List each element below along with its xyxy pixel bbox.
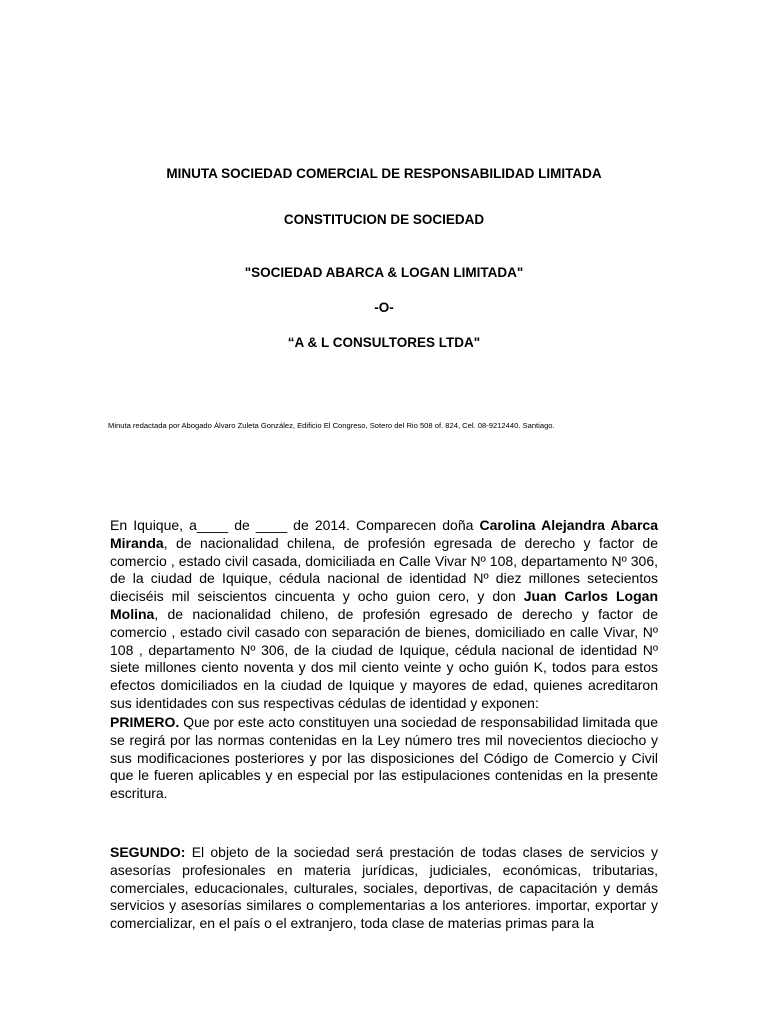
document-subtitle: CONSTITUCION DE SOCIEDAD — [283, 212, 485, 227]
clause-primero-text: Que por este acto constituyen una sociedad de responsabilidad limitada que se regirá por las normas contenidas en la Ley número tres mil novecientos dieciocho y sus modificaciones posteriores y por las disposiciones del Código de Comercio y Civil que le fueren aplicables y en especial por las estipulaciones contenidas en la presente escritura. — [110, 714, 658, 802]
intro-paragraph — [110, 517, 658, 713]
appearer-1-name: Carolina Alejandra Abarca Miranda — [110, 517, 658, 551]
name-separator: -O- — [374, 300, 394, 315]
clause-segundo — [110, 844, 658, 933]
intro-text-1: En Iquique, a____ de ____ de 2014. Comparecen doña — [110, 517, 480, 533]
clause-segundo-label: SEGUNDO: — [110, 844, 186, 860]
clause-segundo-text: El objeto de la sociedad será prestación de todas clases de servicios y asesorías profesionales en materia jurídicas, judiciales, económicas, tributarias, comerciales, educacionales, culturales, sociales, deportivas, de capacitación y demás servicios y asesorías similares o complementarias a los anteriores. importar, exportar y comercializar, en el país o el extranjero, toda clase de materias primas para la — [110, 844, 658, 932]
company-alt-name: “A & L CONSULTORES LTDA" — [287, 335, 481, 350]
intro-text-3: , de nacionalidad chileno, de profesión egresado de derecho y factor de comercio , estado civil casado con separación de bienes, domiciliado en calle Vivar, Nº 108 , departamento Nº 306, de la ciudad de Iquique, cédula nacional de identidad Nº siete millones ciento noventa y dos mil ciento veinte y ocho guión K, todos para estos efectos domiciliados en la ciudad de Iquique y mayores de edad, quienes acreditaron sus identidades con sus respectivas cédulas de identidad y exponen: — [110, 605, 658, 711]
document-title: MINUTA SOCIEDAD COMERCIAL DE RESPONSABILIDAD LIMITADA — [166, 166, 602, 181]
company-name: "SOCIEDAD ABARCA & LOGAN LIMITADA" — [244, 265, 524, 280]
clause-primero — [110, 714, 658, 803]
intro-text-2: , de nacionalidad chilena, de profesión egresada de derecho y factor de comercio , estado civil casada, domiciliada en Calle Vivar Nº 108, departamento Nº 306, de la ciudad de Iquique, cédula nacional de identidad Nº diez millones setecientos dieciséis mil seiscientos cincuenta y ocho guion cero, y don — [110, 534, 658, 605]
clause-primero-label: PRIMERO. — [110, 714, 180, 730]
author-note: Minuta redactada por Abogado Álvaro Zuleta González, Edificio El Congreso, Sotero del Rio 508 of. 824, Cel. 08-9212440. Santiago. — [108, 421, 555, 430]
appearer-2-name: Juan Carlos Logan Molina — [110, 588, 658, 622]
